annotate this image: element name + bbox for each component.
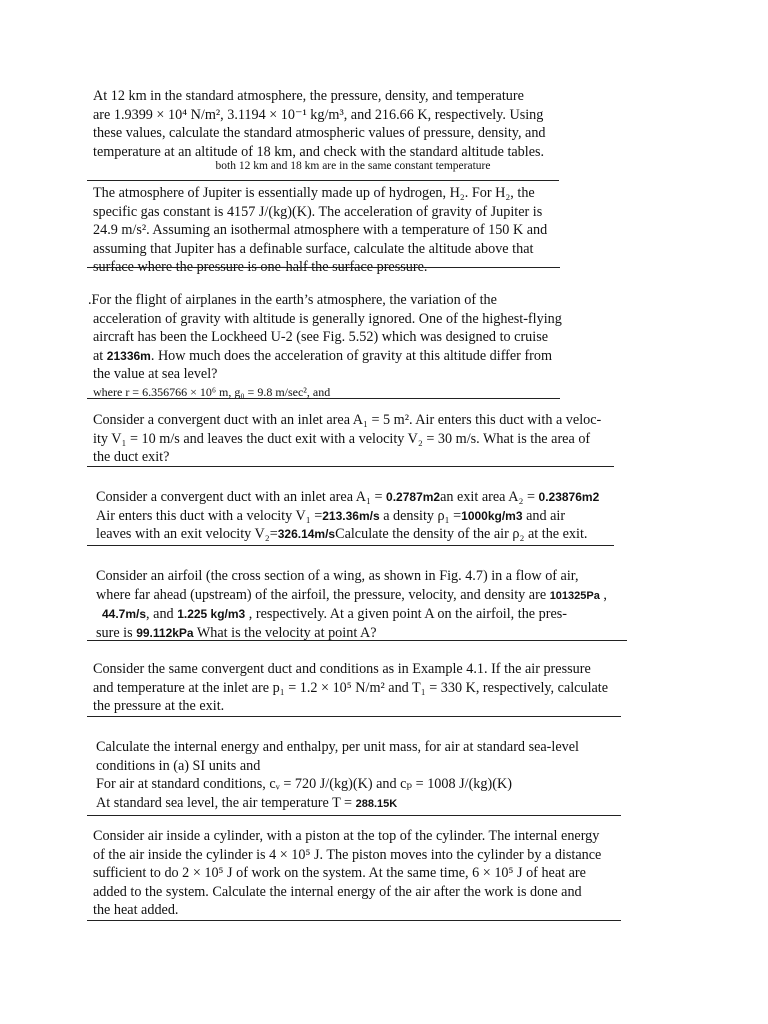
divider xyxy=(87,920,621,921)
problem-2-line-3: 24.9 m/s². Assuming an isothermal atmosphere with a temperature of 150 K and xyxy=(93,222,548,238)
problem-3-line-4-pre: at xyxy=(93,347,107,364)
problem-3 xyxy=(88,291,562,400)
problem-5-line-1 xyxy=(96,488,599,507)
divider xyxy=(87,398,560,399)
problem-5-rho1: 1000kg/m3 xyxy=(461,508,523,523)
problem-9-line-3: sufficient to do 2 × 10⁵ J of work on the system. At the same time, 6 × 10⁵ J of heat are xyxy=(93,865,586,881)
problem-5-v1: 213.36m/s xyxy=(322,508,380,523)
problem-1-line-2: are 1.9399 × 10⁴ N/m², 3.1194 × 10⁻¹ kg/m³, and 216.66 K, respectively. Using xyxy=(93,106,544,123)
problem-6-line-2 xyxy=(96,586,607,606)
problem-8 xyxy=(96,738,579,813)
problem-9-line-1: Consider air inside a cylinder, with a piston at the top of the cylinder. The internal energy xyxy=(93,828,600,844)
problem-6-line-1: Consider an airfoil (the cross section of a wing, as shown in Fig. 4.7) in a flow of air, xyxy=(96,568,579,584)
problem-8-line-3: For air at standard conditions, cᵥ = 720 J/(kg)(K) and cₚ = 1008 J/(kg)(K) xyxy=(96,776,512,792)
problem-5-v2: 326.14m/s xyxy=(277,527,336,541)
problem-5 xyxy=(96,488,599,544)
problem-5-line-3 xyxy=(96,525,599,544)
problem-1-line-4: temperature at an altitude of 18 km, and check with the standard altitude tables. xyxy=(93,143,545,160)
problem-6-l4-pre: sure is xyxy=(96,624,137,641)
divider xyxy=(87,716,621,717)
problem-6-l3-and: , and xyxy=(146,606,178,622)
problem-5-l2-pre: Air enters this duct with a velocity V₁ = xyxy=(96,507,323,524)
problem-3-line-1: .For the flight of airplanes in the earth’s atmosphere, the variation of the xyxy=(88,292,497,308)
problem-9 xyxy=(93,827,601,920)
problem-3-line-5: the value at sea level? xyxy=(93,366,218,382)
problem-6-density-inf: 1.225 kg/m3 xyxy=(177,607,246,621)
problem-4-line-3: the duct exit? xyxy=(93,449,170,465)
problem-5-l1-pre: Consider a convergent duct with an inlet area A₁ = xyxy=(96,489,387,505)
problem-5-l3-pre: leaves with an exit velocity V₂= xyxy=(96,526,278,542)
problem-5-l1-mid: an exit area A₂ = xyxy=(440,489,539,505)
divider xyxy=(87,267,560,268)
problem-8-line-1: Calculate the internal energy and enthalpy, per unit mass, for air at standard sea-level xyxy=(96,739,579,755)
problem-3-where: where r = 6.356766 × 10⁶ m, g₀ = 9.8 m/sec², and xyxy=(93,384,331,399)
problem-8-line-4 xyxy=(96,794,579,814)
problem-6 xyxy=(96,567,607,642)
problem-7-line-1: Consider the same convergent duct and conditions as in Example 4.1. If the air pressure xyxy=(93,661,591,677)
problem-1-line-1: At 12 km in the standard atmosphere, the pressure, density, and temperature xyxy=(93,88,524,104)
problem-7-line-2: and temperature at the inlet are p₁ = 1.2 × 10⁵ N/m² and T₁ = 330 K, respectively, calculate xyxy=(93,679,609,696)
problem-1 xyxy=(93,87,546,161)
problem-6-l3-post: , respectively. At a given point A on the airfoil, the pres- xyxy=(245,606,567,622)
problem-5-a1: 0.2787m2 xyxy=(386,490,441,504)
problem-9-line-4: added to the system. Calculate the internal energy of the air after the work is done and xyxy=(93,883,582,900)
problem-4-line-2: ity V₁ = 10 m/s and leaves the duct exit with a velocity V₂ = 30 m/s. What is the area of xyxy=(93,430,591,447)
problem-5-l3-post: Calculate the density of the air ρ₂ at the exit. xyxy=(335,526,588,542)
problem-2-line-5: surface where the pressure is one-half the surface pressure. xyxy=(93,259,428,275)
problem-6-line-3 xyxy=(96,605,607,624)
divider xyxy=(87,466,614,467)
problem-5-l2-post: and air xyxy=(522,507,566,524)
problem-8-line-2: conditions in (a) SI units and xyxy=(96,757,261,774)
problem-6-pressure-inf: 101325Pa xyxy=(549,589,600,602)
problem-5-a2: 0.23876m2 xyxy=(538,490,600,504)
problem-2-line-4: assuming that Jupiter has a definable surface, calculate the altitude above that xyxy=(93,240,534,257)
problem-9-line-2: of the air inside the cylinder is 4 × 10⁵ J. The piston moves into the cylinder by a distance xyxy=(93,846,602,863)
divider xyxy=(87,815,621,816)
problem-3-altitude: 21336m xyxy=(106,348,151,363)
problem-6-l4-post: What is the velocity at point A? xyxy=(193,624,377,641)
problem-6-pressure-a: 99.112kPa xyxy=(136,625,194,640)
problem-8-l4-pre: At standard sea level, the air temperature T = xyxy=(96,794,356,811)
problem-1-line-3: these values, calculate the standard atmospheric values of pressure, density, and xyxy=(93,125,546,141)
problem-3-line-2: acceleration of gravity with altitude is generally ignored. One of the highest-flying xyxy=(93,310,562,327)
problem-7 xyxy=(93,660,608,716)
problem-6-velocity-inf: 44.7m/s xyxy=(102,607,147,621)
problem-9-line-5: the heat added. xyxy=(93,902,179,918)
problem-6-l2-post: , xyxy=(599,586,607,603)
problem-3-line-3: aircraft has been the Lockheed U-2 (see Fig. 5.52) which was designed to cruise xyxy=(93,329,549,345)
problem-7-line-3: the pressure at the exit. xyxy=(93,698,225,714)
problem-1-note: both 12 km and 18 km are in the same constant temperature xyxy=(215,160,491,172)
divider xyxy=(87,545,614,546)
problem-5-l2-mid: a density ρ₁ = xyxy=(379,507,462,524)
problem-2-line-2: specific gas constant is 4157 J/(kg)(K). The acceleration of gravity of Jupiter is xyxy=(93,203,543,220)
problem-6-l2-pre: where far ahead (upstream) of the airfoil, the pressure, velocity, and density are xyxy=(96,586,550,603)
problem-8-temperature: 288.15K xyxy=(355,797,398,810)
divider xyxy=(87,640,627,641)
problem-3-line-4-post: . How much does the acceleration of gravity at this altitude differ from xyxy=(150,347,553,364)
problem-2 xyxy=(93,184,547,277)
problem-4 xyxy=(93,411,601,467)
problem-2-line-1: The atmosphere of Jupiter is essentially made up of hydrogen, H₂. For H₂, the xyxy=(93,185,535,201)
problem-5-line-2 xyxy=(96,507,599,526)
problem-3-line-4 xyxy=(88,347,562,366)
problem-4-line-1: Consider a convergent duct with an inlet area A₁ = 5 m². Air enters this duct with a veloc- xyxy=(93,412,602,428)
divider xyxy=(87,180,559,181)
